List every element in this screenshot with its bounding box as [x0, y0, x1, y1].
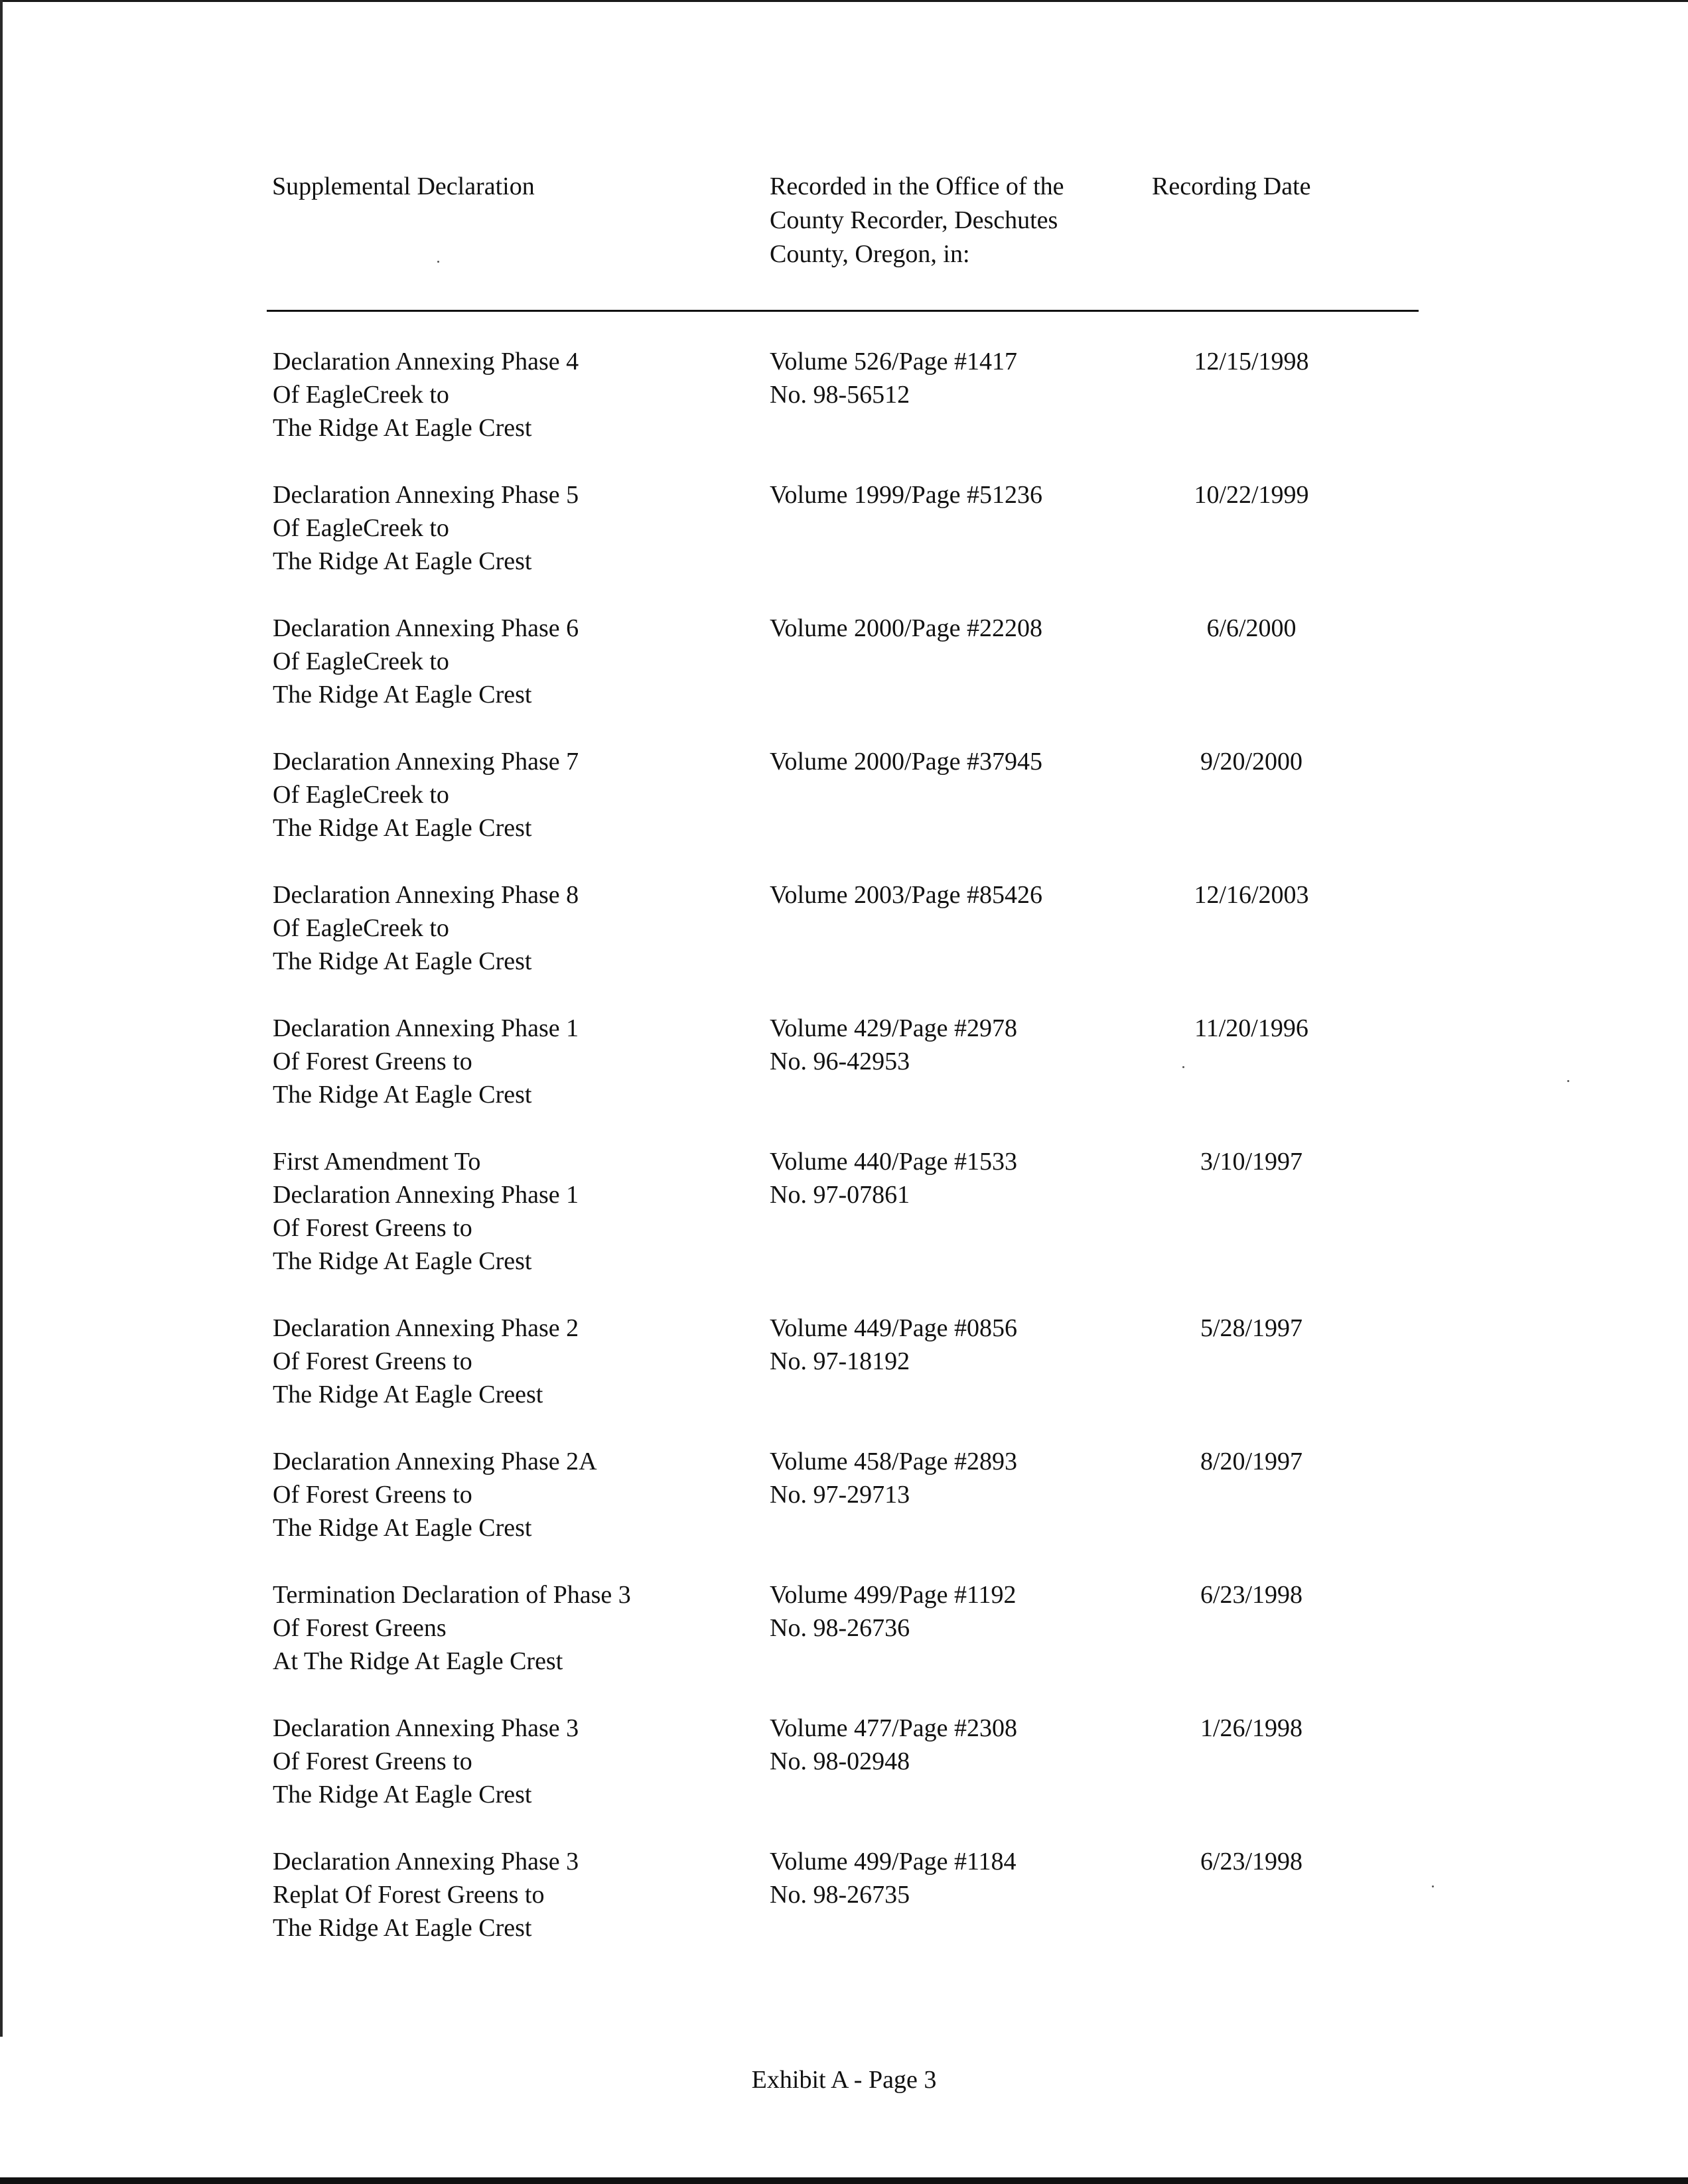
- table-row: [0, 1712, 1688, 1845]
- date-cell: 6/23/1998: [1200, 1581, 1303, 1609]
- recorded-cell: Volume 499/Page #1184 No. 98-26735: [770, 1848, 1017, 1909]
- declaration-cell: Declaration Annexing Phase 6 Of EagleCreek to The Ridge At Eagle Crest: [273, 614, 579, 709]
- declaration-cell: Declaration Annexing Phase 2A Of Forest Greens to The Ridge At Eagle Crest: [273, 1448, 597, 1542]
- declaration-cell: First Amendment To Declaration Annexing Phase 1 Of Forest Greens to The Ridge At Eagle Crest: [273, 1148, 579, 1275]
- declaration-cell: Declaration Annexing Phase 5 Of EagleCreek to The Ridge At Eagle Crest: [273, 481, 579, 575]
- recorded-cell: Volume 2003/Page #85426: [770, 881, 1042, 909]
- date-cell: 1/26/1998: [1200, 1714, 1303, 1742]
- declaration-cell: Termination Declaration of Phase 3 Of Forest Greens At The Ridge At Eagle Crest: [273, 1581, 631, 1675]
- date-cell: 6/6/2000: [1206, 614, 1297, 642]
- header-recording-date: Recording Date: [1152, 172, 1311, 200]
- declarations-table: [0, 345, 1688, 1978]
- declaration-cell: Declaration Annexing Phase 8 Of EagleCreek to The Ridge At Eagle Crest: [273, 881, 579, 975]
- declaration-cell: Declaration Annexing Phase 3 Replat Of Forest Greens to The Ridge At Eagle Crest: [273, 1848, 579, 1942]
- scan-speck: [1567, 1080, 1569, 1082]
- table-row: [0, 612, 1688, 745]
- recorded-cell: Volume 1999/Page #51236: [770, 481, 1042, 509]
- table-row: [0, 478, 1688, 612]
- table-row: [0, 878, 1688, 1012]
- recorded-cell: Volume 449/Page #0856 No. 97-18192: [770, 1314, 1017, 1375]
- table-row: [0, 1445, 1688, 1578]
- declaration-cell: Declaration Annexing Phase 3 Of Forest Greens to The Ridge At Eagle Crest: [273, 1714, 579, 1809]
- recorded-cell: Volume 2000/Page #22208: [770, 614, 1042, 642]
- recorded-cell: Volume 440/Page #1533 No. 97-07861: [770, 1148, 1017, 1209]
- scan-border-bottom: [0, 2177, 1688, 2184]
- date-cell: 9/20/2000: [1200, 748, 1303, 776]
- header-divider: [267, 310, 1419, 312]
- scan-speck: [1182, 1066, 1184, 1068]
- table-row: [0, 745, 1688, 878]
- declaration-cell: Declaration Annexing Phase 4 Of EagleCreek to The Ridge At Eagle Crest: [273, 348, 579, 442]
- scan-speck: [437, 261, 439, 263]
- table-row: [0, 1012, 1688, 1145]
- date-cell: 12/16/2003: [1194, 881, 1309, 909]
- declaration-cell: Declaration Annexing Phase 7 Of EagleCreek to The Ridge At Eagle Crest: [273, 748, 579, 842]
- date-cell: 11/20/1996: [1194, 1014, 1308, 1042]
- recorded-cell: Volume 458/Page #2893 No. 97-29713: [770, 1448, 1017, 1509]
- table-row: [0, 1578, 1688, 1712]
- date-cell: 10/22/1999: [1194, 481, 1309, 509]
- header-supplemental-declaration: Supplemental Declaration: [272, 172, 535, 200]
- table-row: [0, 1845, 1688, 1978]
- declaration-cell: Declaration Annexing Phase 2 Of Forest Greens to The Ridge At Eagle Creest: [273, 1314, 579, 1408]
- header-recorded-in: Recorded in the Office of the County Recorder, Deschutes County, Oregon, in:: [770, 172, 1064, 268]
- date-cell: 6/23/1998: [1200, 1848, 1303, 1876]
- recorded-cell: Volume 499/Page #1192 No. 98-26736: [770, 1581, 1017, 1642]
- table-row: [0, 1145, 1688, 1312]
- table-row: [0, 345, 1688, 478]
- scan-speck: [1432, 1885, 1434, 1887]
- recorded-cell: Volume 2000/Page #37945: [770, 748, 1042, 776]
- date-cell: 5/28/1997: [1200, 1314, 1303, 1342]
- recorded-cell: Volume 429/Page #2978 No. 96-42953: [770, 1014, 1017, 1075]
- table-row: [0, 1312, 1688, 1445]
- date-cell: 8/20/1997: [1200, 1448, 1303, 1475]
- recorded-cell: Volume 526/Page #1417 No. 98-56512: [770, 348, 1017, 409]
- recorded-cell: Volume 477/Page #2308 No. 98-02948: [770, 1714, 1017, 1775]
- page-footer: Exhibit A - Page 3: [751, 2066, 937, 2094]
- date-cell: 12/15/1998: [1194, 348, 1309, 375]
- date-cell: 3/10/1997: [1200, 1148, 1303, 1176]
- declaration-cell: Declaration Annexing Phase 1 Of Forest Greens to The Ridge At Eagle Crest: [273, 1014, 579, 1109]
